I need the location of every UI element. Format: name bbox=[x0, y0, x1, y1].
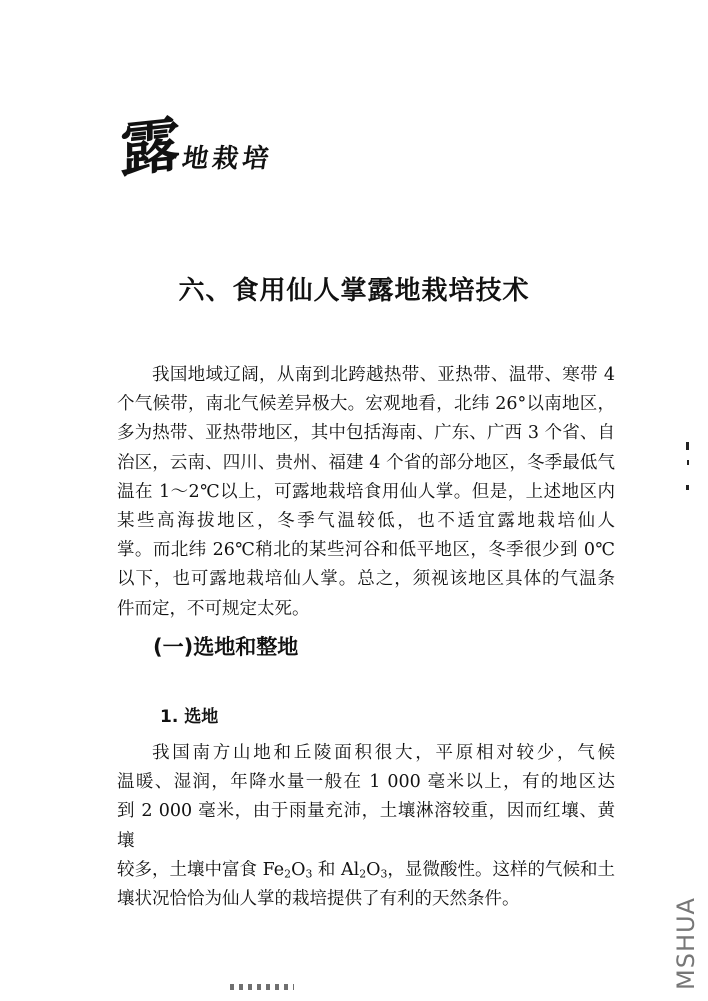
intro-line: 多为热带、亚热带地区，其中包括海南、广东、广西 3 个省、自 bbox=[117, 423, 615, 444]
formula-part: Fe bbox=[262, 859, 285, 880]
site-line-text: 较多，土壤中富食 bbox=[117, 859, 263, 880]
running-header-big-char: 露 bbox=[120, 109, 180, 187]
intro-line: 个气候带，南北气候差异极大。宏观地看，北纬 26°以南地区， bbox=[117, 394, 615, 415]
site-line-text: ，显微酸性。这样的气候和土 bbox=[387, 859, 616, 880]
intro-line: 某些高海拔地区，冬季气温较低，也不适宜露地栽培仙人 bbox=[117, 511, 615, 532]
chapter-title: 六、食用仙人掌露地栽培技术 bbox=[178, 276, 530, 306]
watermark: MSHUA bbox=[672, 897, 700, 990]
formula-fe2o3 bbox=[263, 860, 313, 880]
formula-part: O bbox=[366, 859, 381, 880]
scan-artifact bbox=[686, 442, 689, 450]
running-header bbox=[120, 109, 275, 187]
scan-artifact bbox=[686, 485, 689, 490]
formula-subscript: 2 bbox=[284, 867, 292, 881]
intro-line: 我国地域辽阔，从南到北跨越热带、亚热带、温带、寒带 4 bbox=[152, 365, 615, 385]
running-header-rest: 地栽培 bbox=[180, 144, 275, 174]
formula-part: O bbox=[291, 859, 306, 880]
intro-line: 温在 1～2℃以上，可露地栽培食用仙人掌。但是，上述地区内 bbox=[117, 481, 615, 502]
site-line: 到 2 000 毫米，由于雨量充沛，土壤淋溶较重，因而红壤、黄壤 bbox=[117, 801, 615, 851]
site-line: 温暖、湿润，年降水量一般在 1 000 毫米以上，有的地区达 bbox=[117, 772, 615, 793]
formula-subscript: 3 bbox=[305, 867, 313, 881]
formula-subscript: 3 bbox=[380, 867, 388, 881]
formula-al2o3 bbox=[341, 860, 387, 880]
intro-line: 件而定，不可规定太死。 bbox=[117, 598, 310, 619]
site-line-chemistry bbox=[117, 856, 615, 885]
formula-part: Al bbox=[341, 859, 360, 880]
formula-subscript: 2 bbox=[359, 867, 367, 881]
site-line-text: 和 bbox=[312, 859, 341, 880]
intro-line: 掌。而北纬 26℃稍北的某些河谷和低平地区，冬季很少到 0℃ bbox=[117, 540, 615, 561]
intro-paragraph bbox=[117, 361, 615, 624]
site-line: 壤状况恰恰为仙人掌的栽培提供了有利的天然条件。 bbox=[117, 889, 520, 910]
intro-line: 以下，也可露地栽培仙人掌。总之，须视该地区具体的气温条 bbox=[117, 569, 615, 590]
intro-line: 治区，云南、四川、贵州、福建 4 个省的部分地区，冬季最低气 bbox=[117, 452, 615, 473]
sub-heading: 1. 选地 bbox=[160, 707, 219, 727]
site-paragraph bbox=[117, 739, 615, 914]
section-heading: (一)选地和整地 bbox=[153, 635, 299, 659]
page-footer-smudge bbox=[230, 984, 294, 990]
scan-artifact bbox=[687, 460, 689, 465]
site-line: 我国南方山地和丘陵面积很大，平原相对较少，气候 bbox=[152, 743, 615, 763]
